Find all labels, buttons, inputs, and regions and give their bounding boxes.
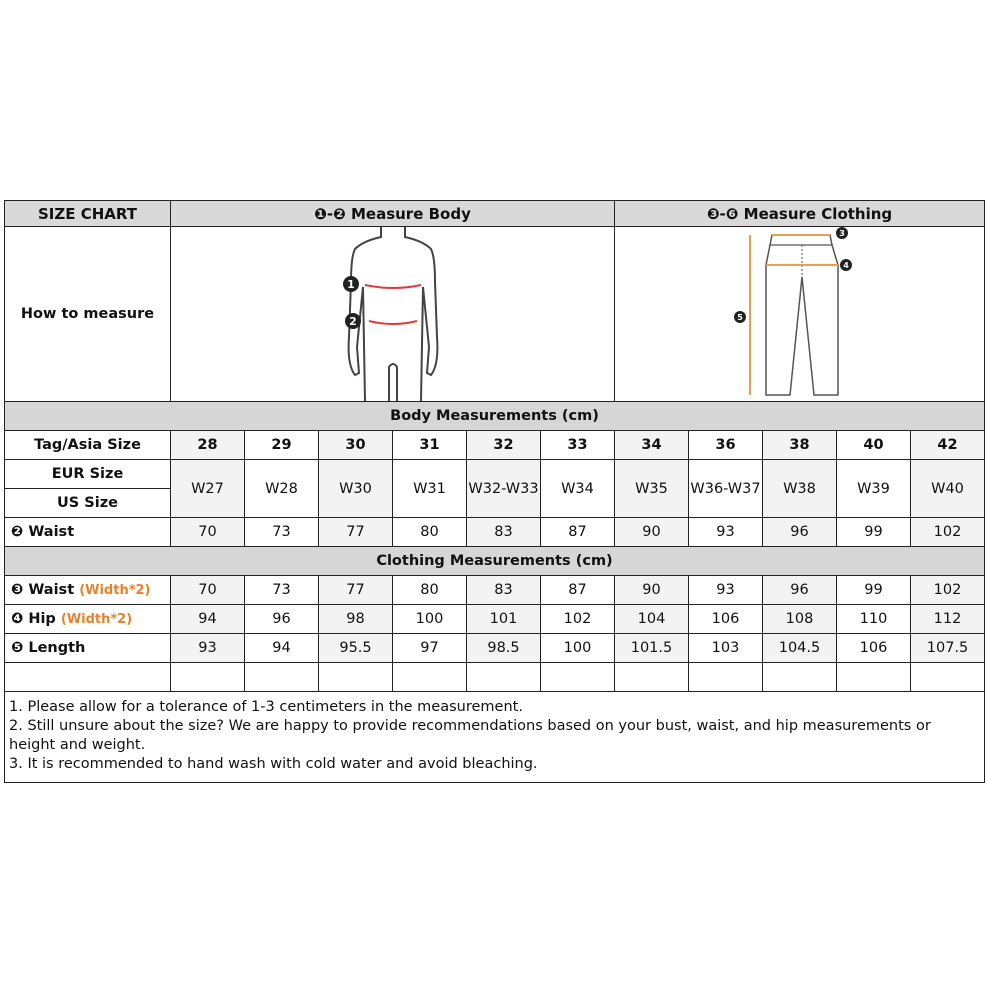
clothing-waist-row bbox=[5, 576, 985, 605]
clothing-measurements-heading: Clothing Measurements (cm) bbox=[5, 547, 985, 576]
cloth-waist-cell: 73 bbox=[245, 576, 319, 605]
hip-cell: 94 bbox=[171, 605, 245, 634]
hip-label bbox=[5, 605, 171, 634]
hip-row bbox=[5, 605, 985, 634]
body-measurements-heading: Body Measurements (cm) bbox=[5, 402, 985, 431]
length-cell: 107.5 bbox=[911, 634, 985, 663]
size-chart-table bbox=[4, 200, 985, 783]
cloth-waist-cell: 93 bbox=[689, 576, 763, 605]
eur-size-label: EUR Size bbox=[5, 460, 171, 489]
length-cell: 103 bbox=[689, 634, 763, 663]
sizes-cell: 30 bbox=[319, 431, 393, 460]
eur-us-cell: W27 bbox=[171, 460, 245, 518]
sizes-cell: 28 bbox=[171, 431, 245, 460]
length-cell: 95.5 bbox=[319, 634, 393, 663]
hip-cell: 104 bbox=[615, 605, 689, 634]
body-waist-cell: 83 bbox=[467, 518, 541, 547]
cloth-waist-cell: 96 bbox=[763, 576, 837, 605]
body-waist-cell: 77 bbox=[319, 518, 393, 547]
cloth-waist-cell: 90 bbox=[615, 576, 689, 605]
body-measurements-section bbox=[5, 402, 985, 431]
cloth-waist-cell: 80 bbox=[393, 576, 467, 605]
how-to-measure-row bbox=[5, 227, 985, 402]
body-figure-cell bbox=[171, 227, 615, 402]
cloth-waist-cell: 83 bbox=[467, 576, 541, 605]
measure-body-header: ❶-❷ Measure Body bbox=[171, 201, 615, 227]
cloth-waist-cell: 99 bbox=[837, 576, 911, 605]
sizes-cell: 36 bbox=[689, 431, 763, 460]
empty-row bbox=[5, 663, 985, 692]
body-waist-row bbox=[5, 518, 985, 547]
header-row bbox=[5, 201, 985, 227]
sizes-cell: 33 bbox=[541, 431, 615, 460]
clothing-waist-label bbox=[5, 576, 171, 605]
length-cell: 98.5 bbox=[467, 634, 541, 663]
cloth-waist-cell: 87 bbox=[541, 576, 615, 605]
eur-us-cell: W28 bbox=[245, 460, 319, 518]
size-chart-title: SIZE CHART bbox=[5, 201, 171, 227]
eur-us-cell: W40 bbox=[911, 460, 985, 518]
empty-cell bbox=[393, 663, 467, 692]
hip-cell: 98 bbox=[319, 605, 393, 634]
body-waist-cell: 93 bbox=[689, 518, 763, 547]
tag-size-label: Tag/Asia Size bbox=[5, 431, 171, 460]
us-size-label: US Size bbox=[5, 489, 171, 518]
body-waist-cell: 102 bbox=[911, 518, 985, 547]
body-waist-cell: 80 bbox=[393, 518, 467, 547]
eur-us-cell: W39 bbox=[837, 460, 911, 518]
note-1: 1. Please allow for a tolerance of 1-3 centimeters in the measurement. bbox=[9, 699, 523, 715]
sizes-cell: 34 bbox=[615, 431, 689, 460]
hip-note: (Width*2) bbox=[60, 612, 133, 627]
sizes-cell: 38 bbox=[763, 431, 837, 460]
eur-us-cell: W38 bbox=[763, 460, 837, 518]
cloth-waist-cell: 70 bbox=[171, 576, 245, 605]
marker-5: 5 bbox=[736, 313, 743, 322]
empty-cell bbox=[541, 663, 615, 692]
hip-cell: 100 bbox=[393, 605, 467, 634]
marker-3: 3 bbox=[838, 229, 845, 238]
empty-cell bbox=[319, 663, 393, 692]
hip-cell: 112 bbox=[911, 605, 985, 634]
sizes-cell: 40 bbox=[837, 431, 911, 460]
hip-cell: 96 bbox=[245, 605, 319, 634]
body-waist-cell: 87 bbox=[541, 518, 615, 547]
clothing-waist-note: (Width*2) bbox=[79, 583, 151, 598]
body-waist-cell: 96 bbox=[763, 518, 837, 547]
length-cell: 106 bbox=[837, 634, 911, 663]
length-cell: 101.5 bbox=[615, 634, 689, 663]
marker-4: 4 bbox=[842, 261, 849, 270]
hip-cell: 106 bbox=[689, 605, 763, 634]
length-cell: 100 bbox=[541, 634, 615, 663]
notes-row bbox=[5, 692, 985, 783]
length-label: ❺ Length bbox=[5, 634, 171, 663]
eur-us-cell: W31 bbox=[393, 460, 467, 518]
body-waist-cell: 70 bbox=[171, 518, 245, 547]
body-waist-cell: 99 bbox=[837, 518, 911, 547]
hip-cell: 101 bbox=[467, 605, 541, 634]
body-waist-cell: 90 bbox=[615, 518, 689, 547]
length-cell: 93 bbox=[171, 634, 245, 663]
empty-cell bbox=[245, 663, 319, 692]
sizes-cell: 42 bbox=[911, 431, 985, 460]
eur-us-cell: W35 bbox=[615, 460, 689, 518]
length-cell: 94 bbox=[245, 634, 319, 663]
note-3: 3. It is recommended to hand wash with cold water and avoid bleaching. bbox=[9, 756, 538, 772]
clothing-figure-cell bbox=[615, 227, 985, 402]
eur-us-cell: W36-W37 bbox=[689, 460, 763, 518]
hip-cell: 110 bbox=[837, 605, 911, 634]
length-cell: 104.5 bbox=[763, 634, 837, 663]
pants-figure-illustration bbox=[730, 227, 870, 401]
eur-us-cell: W32-W33 bbox=[467, 460, 541, 518]
clothing-measurements-section bbox=[5, 547, 985, 576]
empty-cell bbox=[171, 663, 245, 692]
hip-cell: 102 bbox=[541, 605, 615, 634]
body-figure-illustration bbox=[323, 227, 463, 401]
empty-cell bbox=[837, 663, 911, 692]
cloth-waist-cell: 77 bbox=[319, 576, 393, 605]
note-2: 2. Still unsure about the size? We are happy to provide recommendations based on your bust, waist, and hip measurements or height and weight. bbox=[9, 718, 931, 753]
sizes-cell: 31 bbox=[393, 431, 467, 460]
eur-us-cell: W34 bbox=[541, 460, 615, 518]
length-row bbox=[5, 634, 985, 663]
tag-size-row bbox=[5, 431, 985, 460]
empty-cell bbox=[5, 663, 171, 692]
marker-2: 2 bbox=[348, 315, 357, 328]
hip-cell: 108 bbox=[763, 605, 837, 634]
marker-1: 1 bbox=[346, 278, 355, 291]
how-to-measure-label: How to measure bbox=[5, 227, 171, 402]
eur-us-cell: W30 bbox=[319, 460, 393, 518]
length-cell: 97 bbox=[393, 634, 467, 663]
body-waist-label: ❷ Waist bbox=[5, 518, 171, 547]
measure-clothing-header: ❸-❻ Measure Clothing bbox=[615, 201, 985, 227]
sizes-cell: 32 bbox=[467, 431, 541, 460]
empty-cell bbox=[911, 663, 985, 692]
cloth-waist-cell: 102 bbox=[911, 576, 985, 605]
hip-text: ❹ Hip bbox=[11, 611, 56, 627]
notes-cell bbox=[5, 692, 985, 783]
sizes-cell: 29 bbox=[245, 431, 319, 460]
empty-cell bbox=[467, 663, 541, 692]
clothing-waist-text: ❸ Waist bbox=[11, 582, 75, 598]
empty-cell bbox=[615, 663, 689, 692]
empty-cell bbox=[689, 663, 763, 692]
eur-size-row bbox=[5, 460, 985, 489]
empty-cell bbox=[763, 663, 837, 692]
body-waist-cell: 73 bbox=[245, 518, 319, 547]
